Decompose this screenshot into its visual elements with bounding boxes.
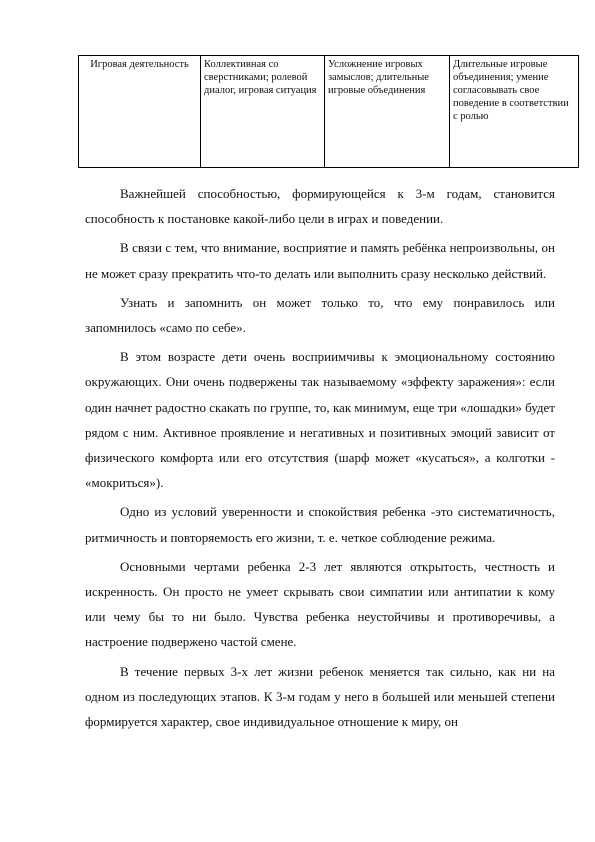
paragraph: В течение первых 3-х лет жизни ребенок меняется так сильно, как ни на одном из последующих этапов. К 3-м годам у него в большей или меньшей степени формируется характер, свое индивидуальное отношение к миру, он — [85, 663, 555, 730]
paragraph: Узнать и запомнить он может только то, что ему понравилось или запомнилось «само по себе». — [85, 294, 555, 336]
table-cell: Коллективная со сверстниками; ролевой диалог, игровая ситуация — [201, 56, 325, 168]
paragraph: Важнейшей способностью, формирующейся к 3-м годам, становится способность к постановке какой-либо цели в играх и поведении. — [85, 186, 555, 227]
paragraph: В этом возрасте дети очень восприимчивы к эмоциональному состоянию окружающих. Они очень подвержены так называемому «эффекту заражения»: если один начнет радостно скакать по группе, то, как минимум, еще три «лошадки» будет рядом с ним. Активное проявление и негативных и позитивных эмоций зависит от физического комфорта или его отсутствия (шарф может «кусаться», а колготки - «мокриться»). — [85, 349, 555, 491]
table-cell-activity-type: Игровая деятельность — [79, 56, 201, 168]
activity-table — [78, 55, 579, 168]
table-cell: Усложнение игровых замыслов; длительные игровые объединения — [325, 56, 450, 168]
paragraph: Основными чертами ребенка 2-3 лет являются открытость, честность и искренность. Он просто не умеет скрывать свои симпатии или антипатии к кому или чему бы то ни было. Чувства ребенка неустойчивы и противоречивы, а настроение подвержено частой смене. — [85, 558, 555, 650]
table-cell: Длительные игровые объединения; умение согласовывать свое поведение в соответствии с ролью — [450, 56, 579, 168]
paragraph: В связи с тем, что внимание, восприятие и память ребёнка непроизвольны, он не может сразу прекратить что-то делать или выполнить сразу несколько действий. — [85, 240, 555, 281]
body-text — [85, 181, 555, 738]
paragraph: Одно из условий уверенности и спокойствия ребенка -это систематичность, ритмичность и повторяемость его жизни, т. е. четкое соблюдение режима. — [85, 504, 555, 545]
table-row — [79, 56, 579, 168]
